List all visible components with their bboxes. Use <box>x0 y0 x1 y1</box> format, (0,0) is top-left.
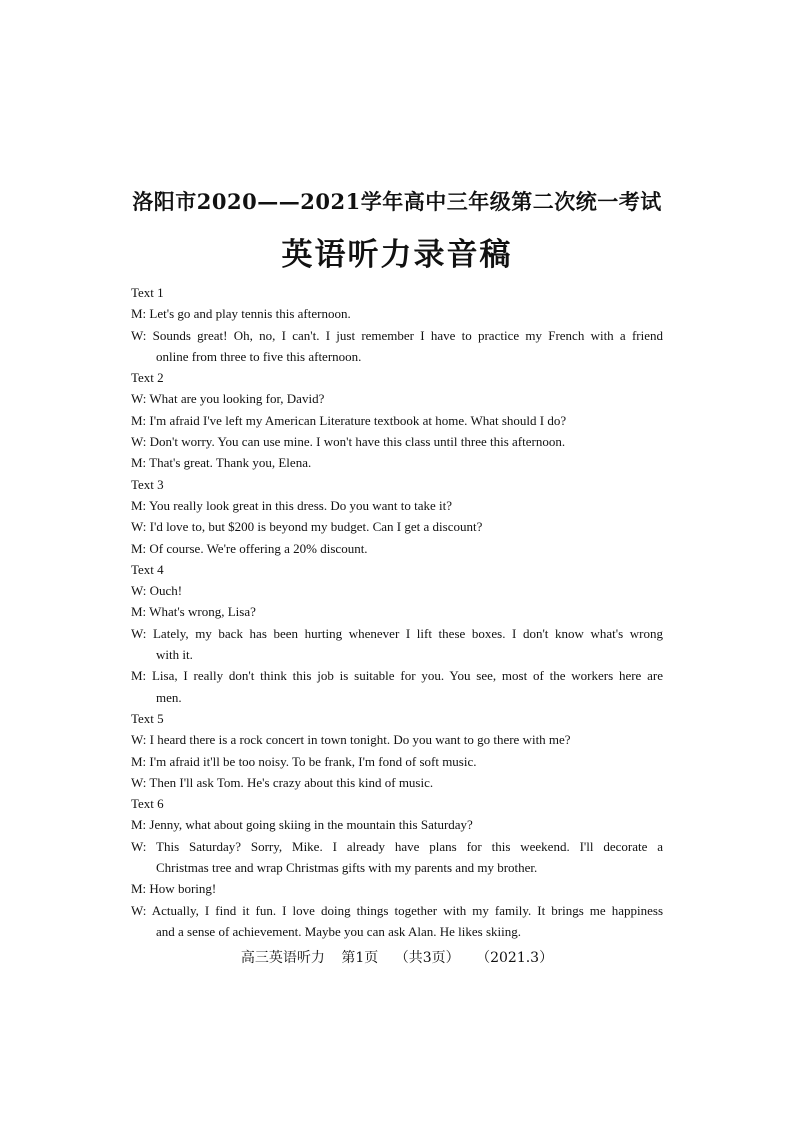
transcript-body <box>131 282 663 942</box>
dialogue-line-continued: with it. <box>156 647 193 663</box>
dialogue-line: W: Sounds great! Oh, no, I can't. I just remember I have to practice my French with a friend <box>131 327 663 343</box>
dialogue-line: W: Don't worry. You can use mine. I won't have this class until three this afternoon. <box>131 434 566 450</box>
dialogue-line: W: Lately, my back has been hurting whenever I lift these boxes. I don't know what's wrong <box>131 625 663 641</box>
text-label: Text 6 <box>131 796 164 812</box>
page-footer <box>0 947 794 967</box>
dialogue-line: M: That's great. Thank you, Elena. <box>131 455 312 471</box>
dialogue-line: W: This Saturday? Sorry, Mike. I already have plans for this weekend. I'll decorate a <box>131 838 663 854</box>
dialogue-line: M: Of course. We're offering a 20% discount. <box>131 540 368 556</box>
dialogue-line-continued: online from three to five this afternoon. <box>156 348 362 364</box>
dialogue-line-continued: men. <box>156 689 182 705</box>
dialogue-line: W: Ouch! <box>131 583 183 599</box>
dialogue-line: M: I'm afraid I've left my American Literature textbook at home. What should I do? <box>131 412 567 428</box>
dialogue-line: M: Lisa, I really don't think this job is suitable for you. You see, most of the workers here are <box>131 668 663 684</box>
text-label: Text 3 <box>131 476 164 492</box>
dialogue-line: M: What's wrong, Lisa? <box>131 604 256 620</box>
footer-course: 高三英语听力 <box>240 950 325 966</box>
document-title: 英语听力录音稿 <box>281 237 513 273</box>
exam-title: 洛阳市2020——2021学年高中三年级第二次统一考试 <box>132 189 662 214</box>
footer-total-pages: （共3页） <box>394 950 460 966</box>
dialogue-line: M: I'm afraid it'll be too noisy. To be frank, I'm fond of soft music. <box>131 753 477 769</box>
text-label: Text 5 <box>131 710 164 726</box>
dialogue-line: M: Let's go and play tennis this afternoon. <box>131 306 351 322</box>
dialogue-line: M: Jenny, what about going skiing in the mountain this Saturday? <box>131 817 473 833</box>
dialogue-line: W: I'd love to, but $200 is beyond my budget. Can I get a discount? <box>131 519 483 535</box>
dialogue-line: W: What are you looking for, David? <box>131 391 325 407</box>
dialogue-line: W: Then I'll ask Tom. He's crazy about this kind of music. <box>131 774 434 790</box>
dialogue-line: W: Actually, I find it fun. I love doing things together with my family. It brings me happiness <box>131 902 663 918</box>
footer-date: （2021.3） <box>476 950 554 966</box>
footer-page-number: 第1页 <box>341 950 379 966</box>
text-label: Text 2 <box>131 370 164 386</box>
text-label: Text 1 <box>131 285 164 300</box>
dialogue-line-continued: and a sense of achievement. Maybe you can ask Alan. He likes skiing. <box>156 923 521 939</box>
dialogue-line-continued: Christmas tree and wrap Christmas gifts with my parents and my brother. <box>156 860 538 876</box>
dialogue-line: M: How boring! <box>131 881 217 897</box>
dialogue-line: M: You really look great in this dress. Do you want to take it? <box>131 497 452 513</box>
dialogue-line: W: I heard there is a rock concert in town tonight. Do you want to go there with me? <box>131 732 571 748</box>
text-label: Text 4 <box>131 561 164 577</box>
